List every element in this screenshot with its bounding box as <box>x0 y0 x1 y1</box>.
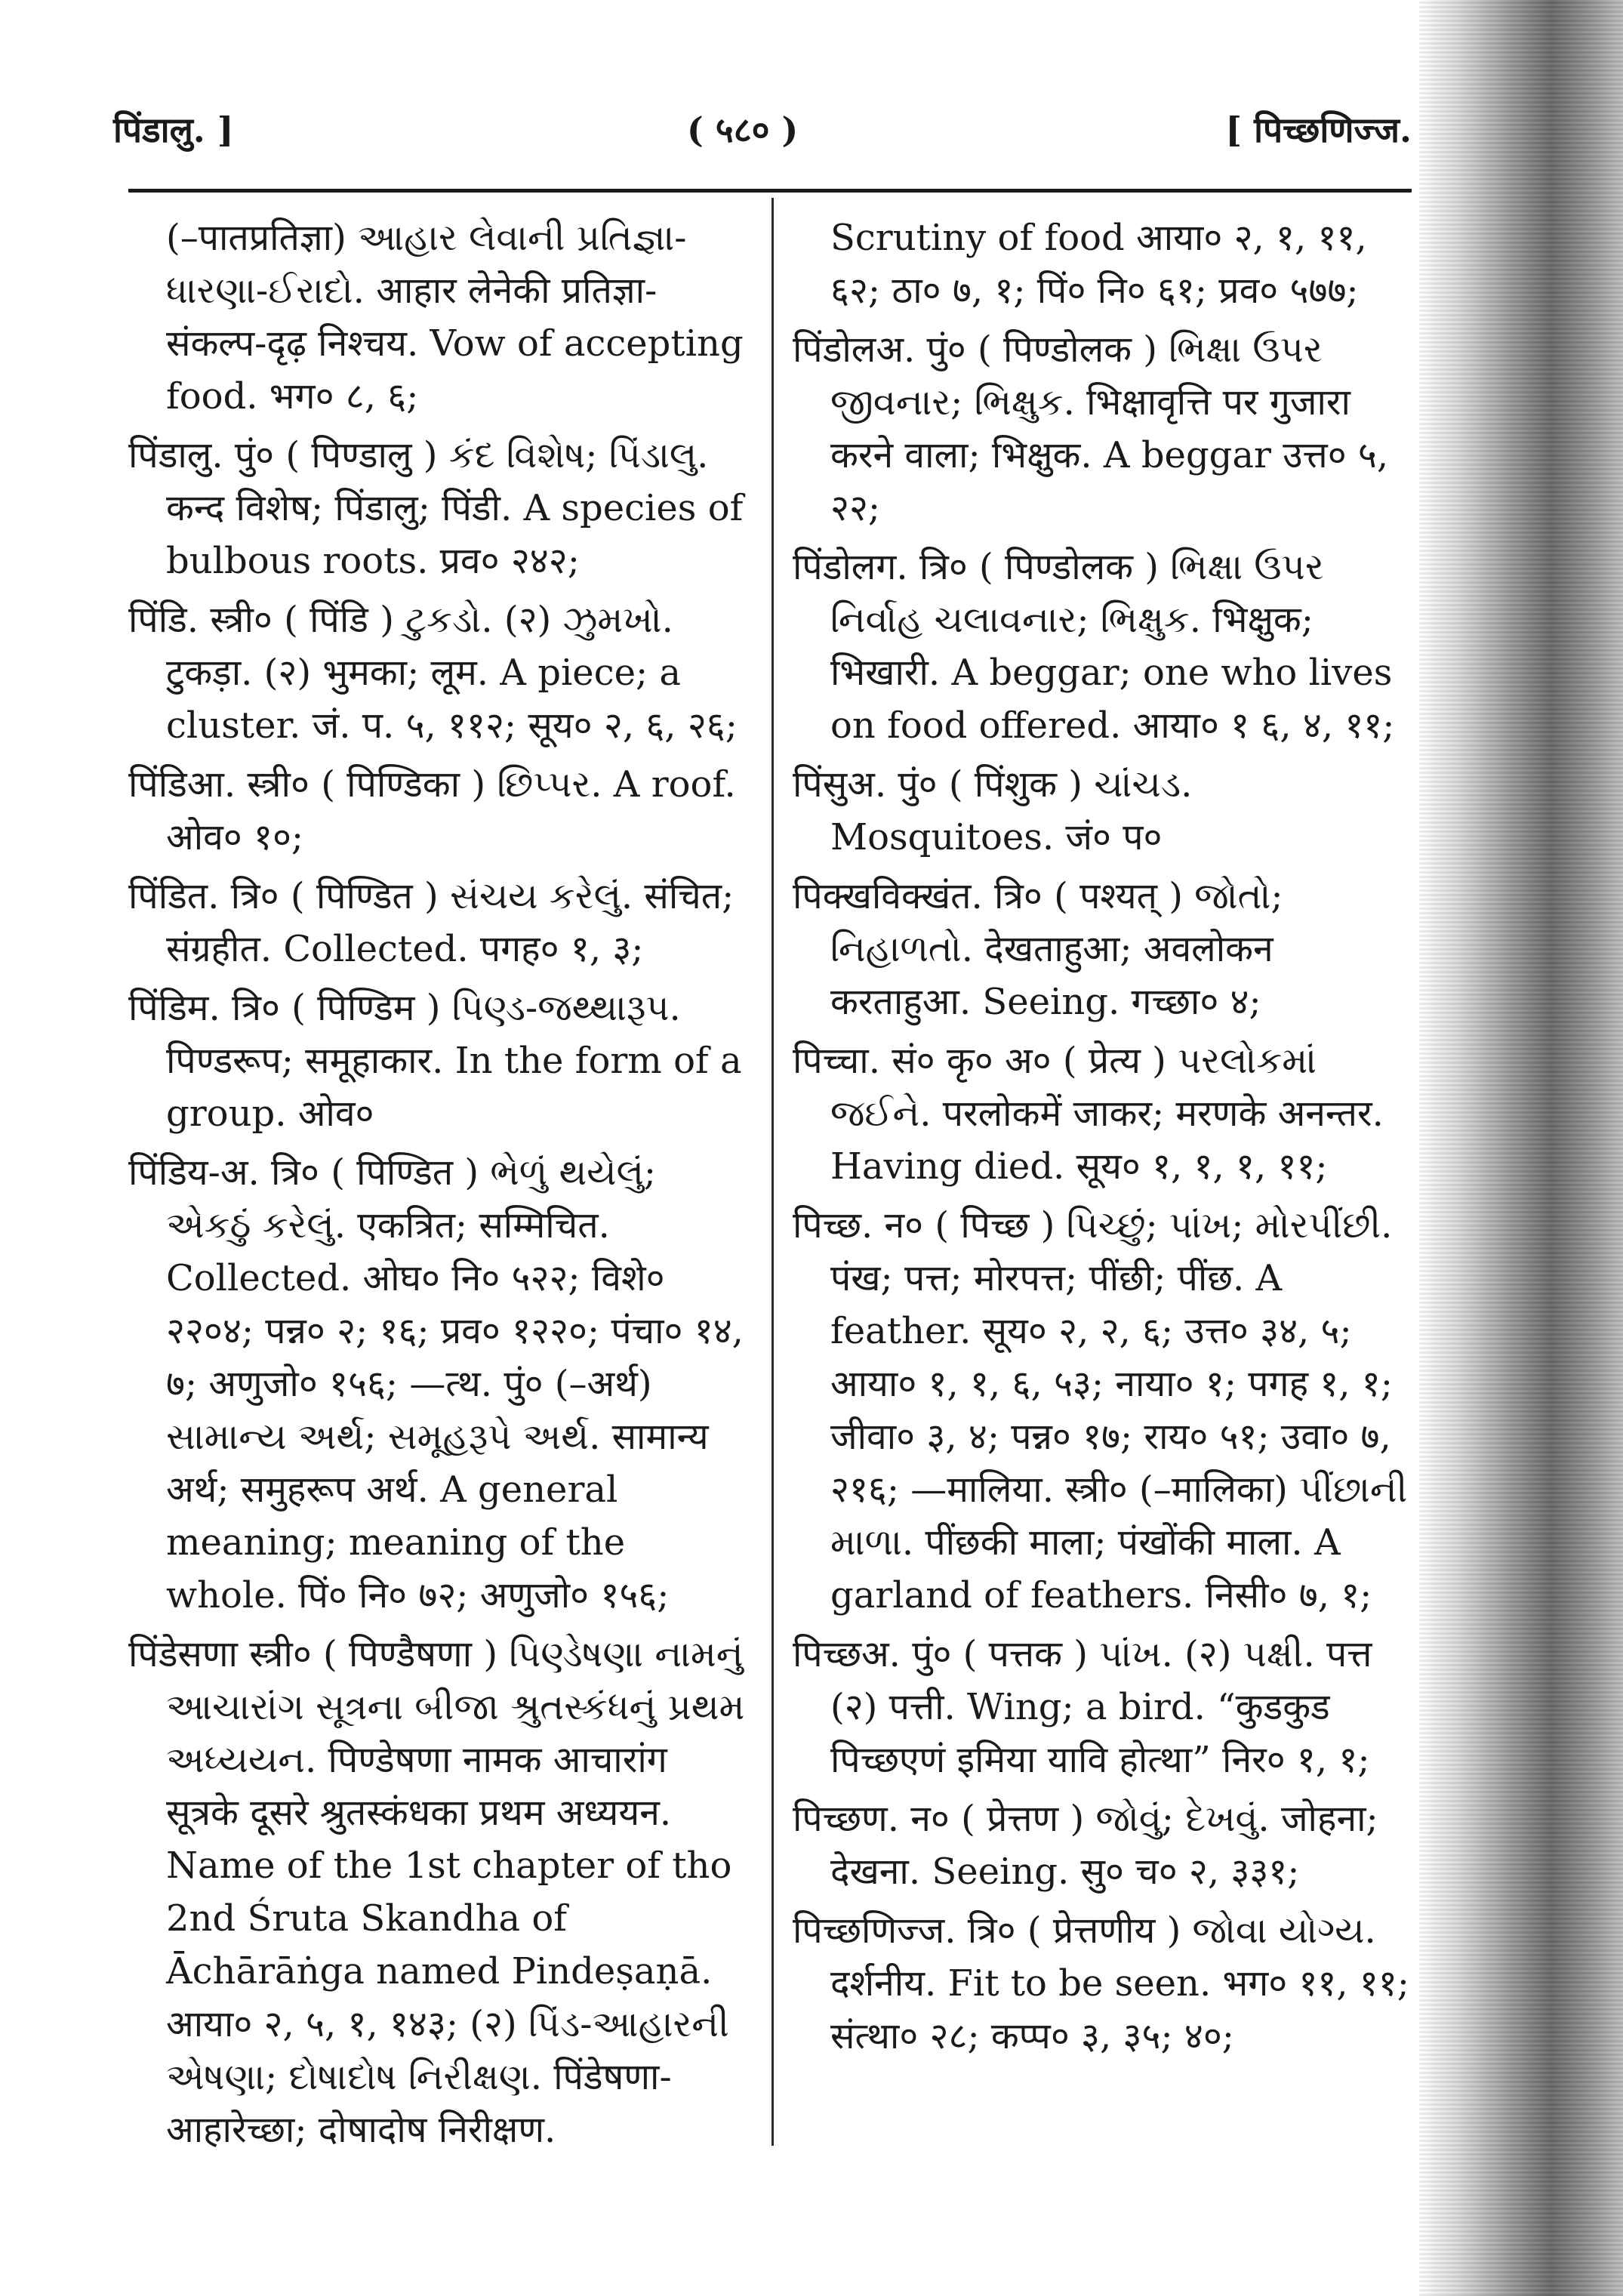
dictionary-entry: पिच्छअ. पुं० ( पत्तक ) પાંખ. (२) પક્ષી. पत्त (२) पत्ती. Wing; a bird. “कुडकुड पिच्छएणं इमिया यावि होत्था” निर० १, १; <box>793 1633 1372 1781</box>
dictionary-entry: पिंडालु. पुं० ( पिण्डालु ) કંદ વિશેષ; પિંડાલુ. कन्द विशेष; पिंडालु; पिंडी. A species of bulbous roots. प्रव० २४२; <box>128 434 744 582</box>
left-column <box>128 211 747 2162</box>
page-number: ( ५८० ) <box>687 109 799 150</box>
page-header <box>113 98 1412 166</box>
right-column <box>793 211 1412 2069</box>
header-left-guideword: पिंडालु. ] <box>113 109 234 150</box>
header-right-guideword: [ पिच्छणिज्ज. <box>1225 109 1412 150</box>
dictionary-entry: पिच्छणिज्ज. त्रि० ( प्रेत्तणीय ) જોવા યોગ્ય. दर्शनीय. Fit to be seen. भग० ११, ११; संत्था० २८; कप्प० ३, ३५; ४०; <box>793 1909 1409 2057</box>
dictionary-entry: पिंडित. त्रि० ( पिण्डित ) સંચય કરેલું. संचित; संग्रहीत. Collected. पगह० १, ३; <box>128 875 735 970</box>
dictionary-entry: पिंडिआ. स्त्री० ( पिण्डिका ) છિપ્પર. A roof. ओव० १०; <box>128 763 736 858</box>
dictionary-entry: पिच्छण. न० ( प्रेत्तण ) જોવું; દેખવું. जोहना; देखना. Seeing. सु० च० २, ३३१; <box>793 1798 1378 1893</box>
column-divider <box>771 198 774 2146</box>
dictionary-entry: पिंडिय-अ. त्रि० ( पिण्डित ) ભેળું થયેલું; એકઠું કરેલું. एकत्रित; सम्मिचित. Collected. ओघ० नि० ५२२; विशे० २२०४; पन्न० २; १६; प्रव० १२२०; पंचा० १४, ७; अणुजो० १५६; —त्थ. पुं० (–अर्थ) સામાન્ય અર્થ; સમૂહરૂપે અર્થ. सामान्य अर्थ; समुहरूप अर्थ. A general meaning; meaning of the whole. पिं० नि० ७२; अणुजो० १५६; <box>128 1151 744 1616</box>
dictionary-entry: पिच्छ. न० ( पिच्छ ) પિચ્છું; પાંખ; મોરપીંછી. पंख; पत्त; मोरपत्त; पींछी; पींछ. A feather. सूय० २, २, ६; उत्त० ३४, ५; आया० १, १, ६, ५३; नाया० १; पगह १, १; जीवा० ३, ४; पन्न० १७; राय० ५१; उवा० ७, २१६; —मालिया. स्त्री० (–मालिका) પીંછાની માળા. पींछकी माला; पंखोंकी माला. A garland of feathers. निसी० ७, १; <box>793 1204 1408 1616</box>
header-rule <box>128 189 1412 193</box>
dictionary-entry: पिंडेसणा स्त्री० ( पिण्डैषणा ) પિણ્ડેષણા નામનું આચારાંગ સૂત્રના બીજા શ્રુતસ્કંધનું પ્રથમ અધ્યયન. पिण्डेषणा नामक आचारांग सूत्रके दूसरे श्रुतस्कंधका प्रथम अध्ययन. Name of the 1st chapter of tho 2nd Śruta Skandha of Āchārāṅga named Pindeṣaṇā. आया० २, ५, १, १४३; (२) પિંડ-આહારની એષણા; દોષાદોષ નિરીક્ષણ. पिंडेषणा-आहारेच्छा; दोषादोष निरीक्षण. <box>128 1633 745 2151</box>
dictionary-entry: Scrutiny of food आया० २, १, ११, ६२; ठा० ७, १; पिं० नि० ६१; प्रव० ५७७; <box>830 217 1367 312</box>
dictionary-entry: पिंडोलअ. पुं० ( पिण्डोलक ) ભિક્ષા ઉપર જીવનાર; ભિક્ષુક. भिक्षावृत्ति पर गुजारा करने वाला; भिक्षुक. A beggar उत्त० ५, २२; <box>793 328 1389 529</box>
dictionary-entry: पिंडि. स्त्री० ( पिंडि ) ટુકડો. (२) ઝુમખો. टुकड़ा. (२) भुमका; लूम. A piece; a cluster. जं. प. ५, ११२; सूय० २, ६, २६; <box>128 599 738 747</box>
dictionary-entry: (–पातप्रतिज्ञा) આહાર લેવાની પ્રતિજ્ઞા-ધારણા-ઈરાદો. आहार लेनेकी प्रतिज्ञा-संकल्प-दृढ़ निश्चय. Vow of accepting food. भग० ८, ६; <box>166 217 744 418</box>
dictionary-entry: पिच्चा. सं० कृ० अ० ( प्रेत्य ) પરલોકમાં જઈને. परलोकमें जाकर; मरणके अनन्तर. Having died. सूय० १, १, १, ११; <box>793 1040 1384 1188</box>
dictionary-entry: पिंसुअ. पुं० ( पिंशुक ) ચાંચડ. Mosquitoes. जं० प० <box>793 763 1193 858</box>
scanned-page-edge <box>1419 0 1623 2296</box>
dictionary-entry: पिंडिम. त्रि० ( पिण्डिम ) પિણ્ડ-જથ્થારૂપ. पिण्डरूप; समूहाकार. In the form of a group. ओव० <box>128 987 742 1135</box>
dictionary-entry: पिक्खविक्खंत. त्रि० ( पश्यत् ) જોતો; નિહાળતો. देखताहुआ; अवलोकन करताहुआ. Seeing. गच्छा० ४; <box>793 875 1283 1023</box>
dictionary-entry: पिंडोलग. त्रि० ( पिण्डोलक ) ભિક્ષા ઉપર નિર્વાહ ચલાવનાર; ભિક્ષુક. भिक्षुक; भिखारी. A beggar; one who lives on food offered. आया० १ ६, ४, ११; <box>793 546 1395 747</box>
